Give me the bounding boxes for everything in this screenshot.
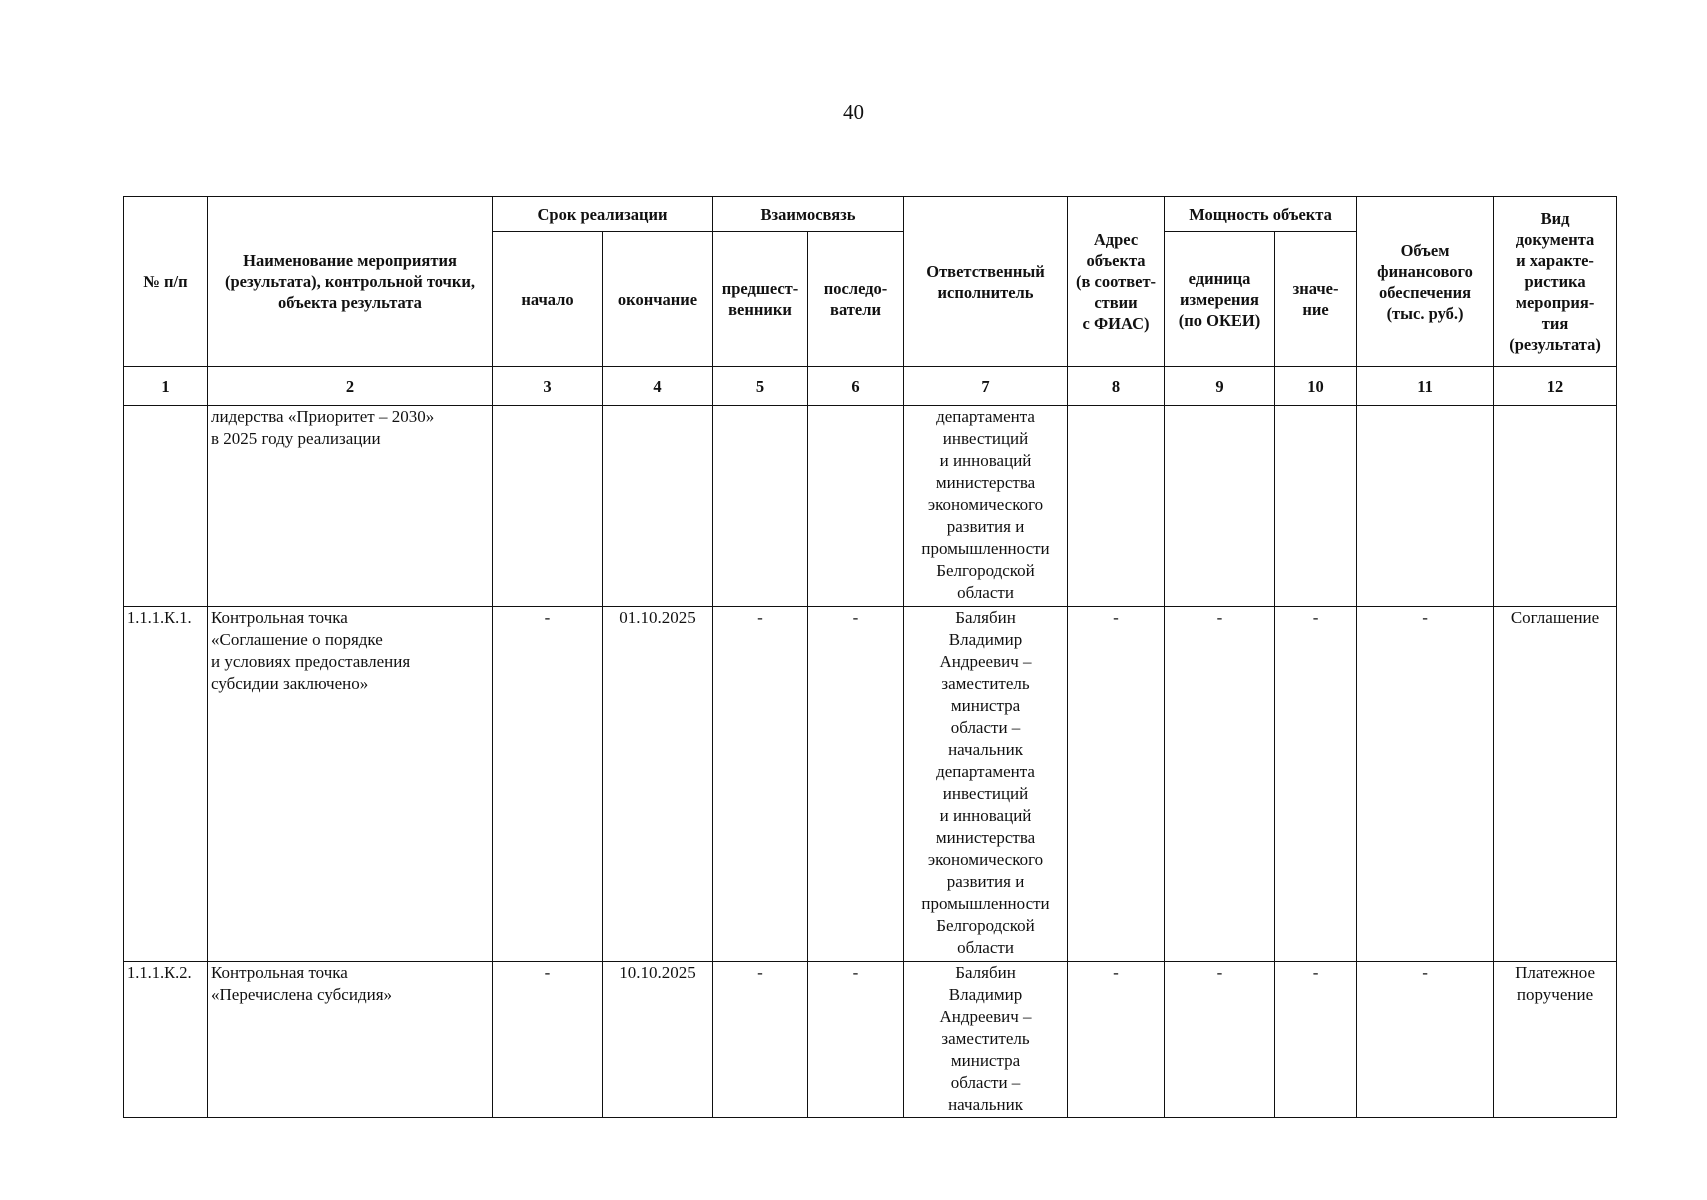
cell-line: и инноваций [939,451,1032,470]
cell-line: развития и [946,517,1025,536]
row-pred: - [713,962,808,1118]
row-succ [808,406,904,607]
header-predecessors [713,232,808,367]
cell-line: поручение [1516,985,1594,1004]
cell-line: Контрольная точка [211,963,348,982]
cell-line: министра [950,696,1021,715]
cell-line: «Перечислена субсидия» [211,985,393,1004]
cell-line: ватели [830,300,881,319]
cell-line: ристика [1524,272,1586,291]
cell-line: заместитель [941,674,1030,693]
cell-line: «Соглашение о порядке [211,630,383,649]
cell-line: и условиях предоставления [211,652,411,671]
cell-line: департамента [936,762,1035,781]
row-end: 10.10.2025 [603,962,713,1118]
row-responsible [904,406,1068,607]
cell-line: последо- [823,279,888,298]
row-succ: - [808,607,904,962]
cell-line: тия [1541,314,1569,333]
column-number: 12 [1494,367,1617,406]
column-number: 6 [808,367,904,406]
row-value: - [1275,962,1357,1118]
row-start: - [493,607,603,962]
row-unit: - [1165,607,1275,962]
row-address: - [1068,607,1165,962]
row-start [493,406,603,607]
row-finance: - [1357,962,1494,1118]
cell-line: Балябин [955,608,1016,627]
header-unit [1165,232,1275,367]
header-doctype [1494,197,1617,367]
cell-line: Контрольная точка [211,608,348,627]
cell-line: объекта [1086,251,1146,270]
cell-line: в 2025 году реализации [211,429,381,448]
cell-line: предшест- [721,279,799,298]
cell-line: Владимир [948,985,1023,1004]
cell-line: и инноваций [939,806,1032,825]
cell-line: документа [1515,230,1595,249]
cell-line: лидерства «Приоритет – 2030» [211,407,435,426]
activities-table [123,196,1617,1118]
cell-line: финансового [1377,261,1473,281]
cell-line: Балябин [955,963,1016,982]
header-finance [1357,197,1494,367]
cell-line: единица [1188,268,1251,288]
cell-line: департамента [936,407,1035,426]
table-row [124,607,1617,962]
row-num: 1.1.1.К.2. [124,962,208,1118]
header-capacity: Мощность объекта [1165,197,1357,232]
cell-line: с ФИАС) [1082,314,1150,333]
cell-line: и характе- [1516,251,1594,270]
cell-line: ние [1302,300,1329,319]
row-end: 01.10.2025 [603,607,713,962]
cell-line: Объем [1400,240,1450,260]
row-responsible [904,962,1068,1118]
column-number: 9 [1165,367,1275,406]
cell-line: промышленности [921,539,1050,558]
row-finance: - [1357,607,1494,962]
row-pred: - [713,607,808,962]
column-number: 8 [1068,367,1165,406]
table-row [124,962,1617,1118]
cell-line: области – [950,718,1021,737]
cell-line: (в соответ- [1075,272,1157,291]
cell-line: (тыс. руб.) [1386,303,1464,323]
cell-line: инвестиций [942,784,1029,803]
cell-line: области [957,938,1014,957]
column-number: 4 [603,367,713,406]
cell-line: Андреевич – [939,1007,1032,1026]
cell-line: значе- [1292,279,1339,298]
row-start: - [493,962,603,1118]
cell-line: мероприя- [1515,293,1595,312]
header-num: № п/п [124,197,208,367]
cell-line: области – [950,1073,1021,1092]
cell-line: министерства [935,473,1036,492]
row-name [208,607,493,962]
column-number: 1 [124,367,208,406]
header-link: Взаимосвязь [713,197,904,232]
cell-line: Владимир [948,630,1023,649]
cell-line: области [957,583,1014,602]
column-number: 2 [208,367,493,406]
row-responsible [904,607,1068,962]
header-responsible [904,197,1068,367]
cell-line: обеспечения [1378,282,1472,302]
cell-line: начальник [948,740,1023,759]
row-finance [1357,406,1494,607]
cell-line: Вид [1540,209,1570,228]
cell-line: министра [950,1051,1021,1070]
cell-line: субсидии заключено» [211,674,369,693]
cell-line: Белгородской [936,916,1035,935]
cell-line: венники [728,300,792,319]
row-doctype: Соглашение [1494,607,1617,962]
row-address [1068,406,1165,607]
column-number: 7 [904,367,1068,406]
row-address: - [1068,962,1165,1118]
cell-line: заместитель [941,1029,1030,1048]
column-number: 11 [1357,367,1494,406]
column-number: 5 [713,367,808,406]
row-doctype [1494,406,1617,607]
cell-line: ствии [1094,293,1138,312]
cell-line: Андреевич – [939,652,1032,671]
column-number: 3 [493,367,603,406]
cell-line: экономического [927,850,1044,869]
cell-line: Ответственный [926,261,1045,281]
header-end: окончание [603,232,713,367]
cell-line: Адрес [1093,230,1139,249]
row-value [1275,406,1357,607]
row-pred [713,406,808,607]
row-end [603,406,713,607]
cell-line: промышленности [921,894,1050,913]
row-name [208,962,493,1118]
header-start: начало [493,232,603,367]
cell-line: Белгородской [936,561,1035,580]
cell-line: исполнитель [937,282,1034,302]
header-value [1275,232,1357,367]
row-num: 1.1.1.К.1. [124,607,208,962]
page-number: 40 [843,100,864,124]
cell-line: развития и [946,872,1025,891]
column-number: 10 [1275,367,1357,406]
row-unit: - [1165,962,1275,1118]
table-row [124,406,1617,607]
row-succ: - [808,962,904,1118]
cell-line: инвестиций [942,429,1029,448]
row-name [208,406,493,607]
header-successors [808,232,904,367]
cell-line: измерения [1180,289,1259,309]
header-address [1068,197,1165,367]
cell-line: (результата) [1509,335,1601,354]
header-period: Срок реализации [493,197,713,232]
row-num [124,406,208,607]
cell-line: (по ОКЕИ) [1178,310,1261,330]
row-doctype [1494,962,1617,1118]
row-unit [1165,406,1275,607]
row-value: - [1275,607,1357,962]
column-numbers-row [124,367,1617,406]
cell-line: экономического [927,495,1044,514]
header-name: Наименование мероприятия (результата), контрольной точки, объекта результата [208,197,493,367]
cell-line: начальник [948,1095,1023,1114]
header-row-1 [124,197,1617,232]
cell-line: министерства [935,828,1036,847]
cell-line: Платежное [1515,963,1595,982]
